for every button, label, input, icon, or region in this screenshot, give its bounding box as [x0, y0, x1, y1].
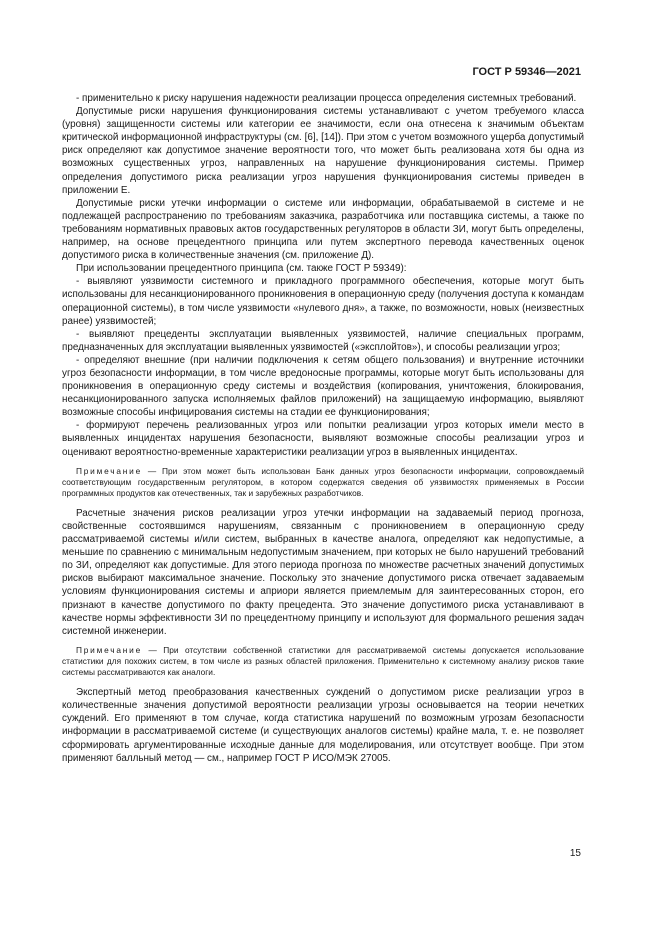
note-text: — При этом может быть использован Банк данных угроз безопасности информации, сопровождаемый соответствующим государственным регулятором, в котором содержатся сведения об уязвимостях применяемых в России программных продуктов как отечественных, так и зарубежных разработчиков.: [62, 465, 584, 498]
list-item: - выявляют уязвимости системного и прикладного программного обеспечения, которые могут быть использованы для несанкционированного проникновения в операционную среду (получения доступа к командам операционной системы), в том числе уязвимости «нулевого дня», а также, по возможности, новых (неизвестных ранее) уязвимостей;: [62, 276, 584, 327]
paragraph: Экспертный метод преобразования качественных суждений о допустимом риске реализации угроз в количественные значения допустимой вероятности реализации угрозы основывается на теории нечетких суждений. Его применяют в том случае, когда статистика нарушений по возможным угрозам безопасности информации в рассматриваемой системе (и существующих аналогов системы) крайне мала, т. е. не позволяет сформировать аргументированные исходные данные для моделирования, или отсутствует вообще. При этом применяют балльный метод — см., например ГОСТ Р ИСО/МЭК 27005.: [62, 687, 584, 764]
paragraph: Допустимые риски утечки информации о системе или информации, обрабатываемой в системе и не подлежащей распространению по требованиям заказчика, разработчика или поставщика системы, а также по требованиям нормативных правовых актов государственных регуляторов в области ЗИ, могут быть определены, например, на основе прецедентного принципа или путем экспертного перевода качественных оценок допустимого риска в количественные значения (см. приложение Д).: [62, 197, 584, 262]
list-item: - формируют перечень реализованных угроз или попытки реализации угроз которых имели место в выявленных инцидентах нарушения безопасности, выявляют возможные способы реализации угроз и оценивают вероятностно-временные характеристики реализации угроз в выявленных инцидентах.: [62, 420, 584, 458]
page-body: [62, 92, 584, 765]
note-text: — При отсутствии собственной статистики для рассматриваемой системы допускается использование статистики для похожих систем, в том числе из разных областей приложения. Применительно к системному анализу рисков такие системы рассматриваются как аналоги.: [62, 644, 584, 678]
note-2: [62, 645, 584, 678]
paragraph: Допустимые риски нарушения функционирования системы устанавливают с учетом требуемого класса (уровня) защищенности системы или категории ее значимости, если она отнесена к значимым объектам критической информационной инфраструктуры (см. [6], [14]). При этом с учетом возможного ущерба допустимый риск определяют как допустимое значение вероятности того, что может быть реализована хотя бы одна из возможных существенных угроз, направленных на нарушение функционирования системы. Пример определения допустимого риска реализации угроз нарушения функционирования системы приведен в приложении Е.: [62, 106, 584, 196]
paragraph: При использовании прецедентного принципа (см. также ГОСТ Р 59349):: [76, 263, 407, 275]
list-item: - определяют внешние (при наличии подключения к сетям общего пользования) и внутренние источники угроз безопасности информации, в том числе вредоносные программы, которые могут быть использованы для проникновения в операционную среду системы и воздействия (копирования, уничтожения, блокирования, несанкционированного запуска исполняемых файлов приложений) на защищаемую информацию, выявляют возможные способы инфицирования системы на стадии ее функционирования;: [62, 354, 584, 419]
paragraph: - применительно к риску нарушения надежности реализации процесса определения системных требований.: [76, 93, 577, 104]
document-header: ГОСТ Р 59346—2021: [472, 66, 581, 78]
note-1: [62, 466, 584, 499]
page-number: 15: [569, 848, 581, 859]
note-label: Примечание: [76, 644, 143, 655]
list-item: - выявляют прецеденты эксплуатации выявленных уязвимостей, наличие специальных программ, предназначенных для эксплуатации выявленных уязвимостей («эксплойтов»), и способы реализации угроз;: [62, 328, 584, 353]
note-label: Примечание: [76, 465, 143, 476]
paragraph: Расчетные значения рисков реализации угроз утечки информации на задаваемый период прогноза, свойственные состоявшимся нарушениям, связанным с проникновением в операционную среду рассматриваемой системы и/или систем, выбранных в качестве аналога, определяют как недопустимые, а меньшие по сравнению с минимальным недопустимым значением, при которых не было нарушений требований по ЗИ, определяют как допустимые. Для этого периода прогноза по множестве расчетных значений допустимых рисков выбирают максимальное значение. Поскольку это значение допустимого риска отвечает задаваемым условиям функционирования системы и априори является приемлемым для заинтересованных сторон, его признают в качестве допустимого по факту прецедента. Это значение допустимого риска устанавливают в качестве нормы эффективности ЗИ по прецедентному принципу и используют для формального решения задач системной инженерии.: [62, 507, 584, 637]
